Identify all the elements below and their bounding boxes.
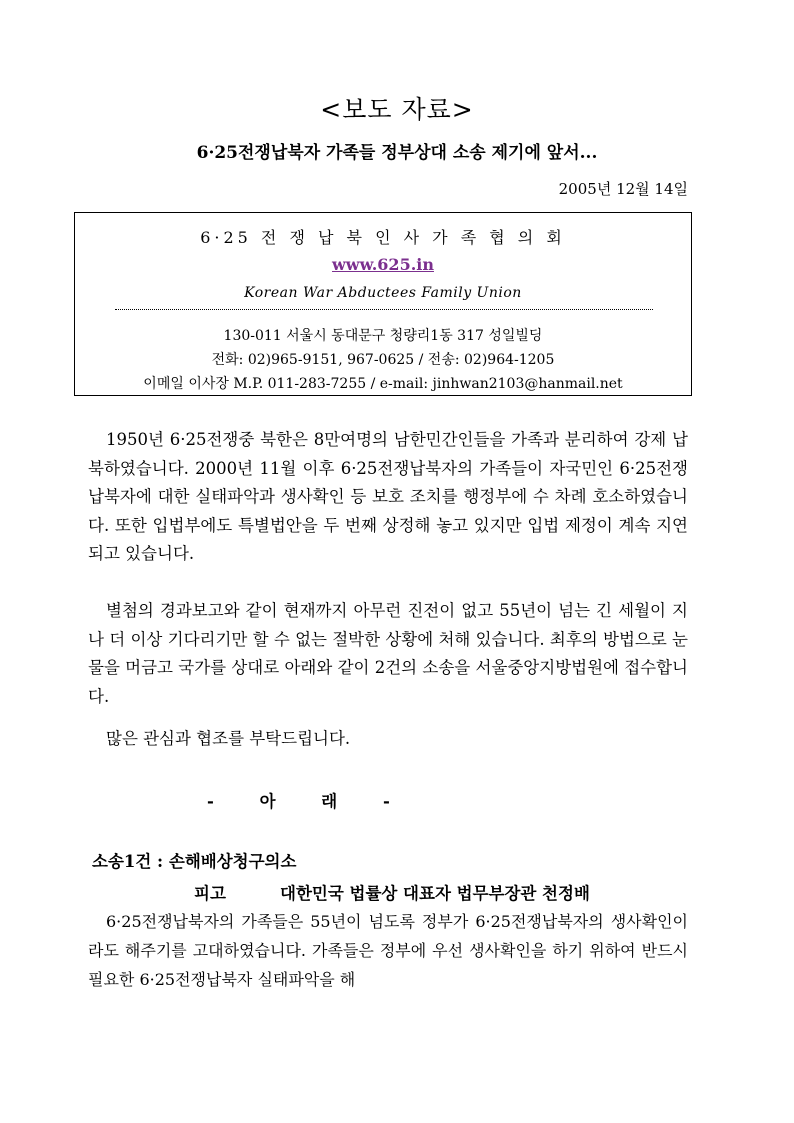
body-paragraph-2: [88, 597, 688, 711]
defendant-line: [194, 880, 590, 904]
body-paragraph-1: [88, 426, 688, 569]
paragraph-text: 6·25전쟁납북자의 가족들은 55년이 넘도록 정부가 6·25전쟁납북자의 생사확인이라도 해주기를 고대하였습니다. 가족들은 정부에 우선 생사확인을 하기 위하여 반드시 필요한 6·25전쟁납북자 실태파악을 해: [88, 912, 688, 989]
organization-address: 130-011 서울시 동대문구 청량리1동 317 성일빌딩: [223, 328, 543, 344]
page-title: <보도 자료>: [320, 95, 474, 124]
organization-name: 6·25 전 쟁 납 북 인 사 가 족 협 의 회: [200, 228, 566, 247]
defendant-label: 피고: [194, 884, 226, 903]
section-heading: - 아 래 -: [207, 792, 390, 811]
dotted-divider: [115, 309, 653, 310]
page-subtitle: 6·25전쟁납북자 가족들 정부상대 소송 제기에 앞서...: [196, 143, 598, 163]
body-paragraph-4: [88, 907, 688, 994]
paragraph-text: 별첨의 경과보고와 같이 현재까지 아무런 진전이 없고 55년이 넘는 긴 세월이 지나 더 이상 기다리기만 할 수 없는 절박한 상황에 처해 있습니다. 최후의 방법으로 눈물을 머금고 국가를 상대로 아래와 같이 2건의 소송을 서울중앙지방법원에 접수합니다.: [88, 601, 688, 706]
organization-english-name: Korean War Abductees Family Union: [244, 285, 522, 301]
suit-title: 소송1건 : 손해배상청구의소: [92, 852, 297, 871]
organization-email: 이메일 이사장 M.P. 011-283-7255 / e-mail: jinhwan2103@hanmail.net: [143, 376, 623, 392]
body-paragraph-3: [88, 725, 688, 754]
organization-box: [74, 212, 692, 396]
organization-url-link[interactable]: www.625.in: [332, 255, 434, 274]
release-date: 2005년 12월 14일: [558, 180, 688, 198]
defendant-value: 대한민국 법률상 대표자 법무부장관 천정배: [280, 884, 590, 903]
organization-phone: 전화: 02)965-9151, 967-0625 / 전송: 02)964-1205: [211, 352, 555, 368]
paragraph-text: 1950년 6·25전쟁중 북한은 8만여명의 남한민간인들을 가족과 분리하여 강제 납북하였습니다. 2000년 11월 이후 6·25전쟁납북자의 가족들이 자국민인 6·25전쟁납북자에 대한 실태파악과 생사확인 등 보호 조치를 행정부에 수 차례 호소하였습니다. 또한 입법부에도 특별법안을 두 번째 상정해 놓고 있지만 입법 제정이 계속 지연되고 있습니다.: [88, 430, 688, 563]
paragraph-text: 많은 관심과 협조를 부탁드립니다.: [106, 729, 351, 748]
